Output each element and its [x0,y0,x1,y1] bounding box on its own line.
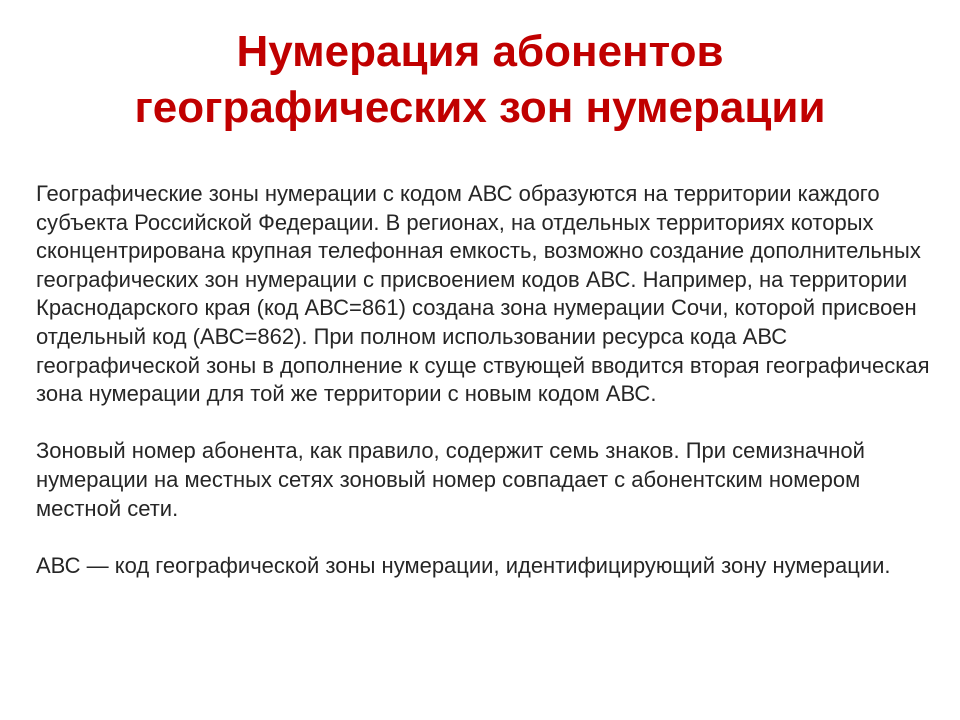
slide-title-line-1: Нумерация абонентов [236,27,724,76]
slide-title [0,24,960,136]
paragraph-abc-zones: Географические зоны нумерации с кодом АВС образуются на территории каждого субъекта Российской Федерации. В регионах, на отдельных территориях которых сконцентрирована крупная телефонная емкость, возможно создание дополнительных географических зон нумерации с присвоением кодов АВС. Например, на территории Краснодарского края (код АВС=861) создана зона нумерации Сочи, которой присвоен отдельный код (АВС=862). При полном использовании ресурса кода АВС географической зоны в дополнение к суще ствующей вводится вторая географическая зона нумерации для той же территории с новым кодом АВС. [36,181,930,407]
paragraph-zone-number: Зоновый номер абонента, как правило, содержит семь знаков. При семизначной нумерации на местных сетях зоновый номер совпадает с абонентским номером местной сети. [36,438,865,521]
slide-body [36,180,948,580]
paragraph-abc-definition: АВС — код географической зоны нумерации, идентифицирующий зону нумерации. [36,552,891,578]
slide-title-line-2: географических зон нумерации [134,83,826,132]
